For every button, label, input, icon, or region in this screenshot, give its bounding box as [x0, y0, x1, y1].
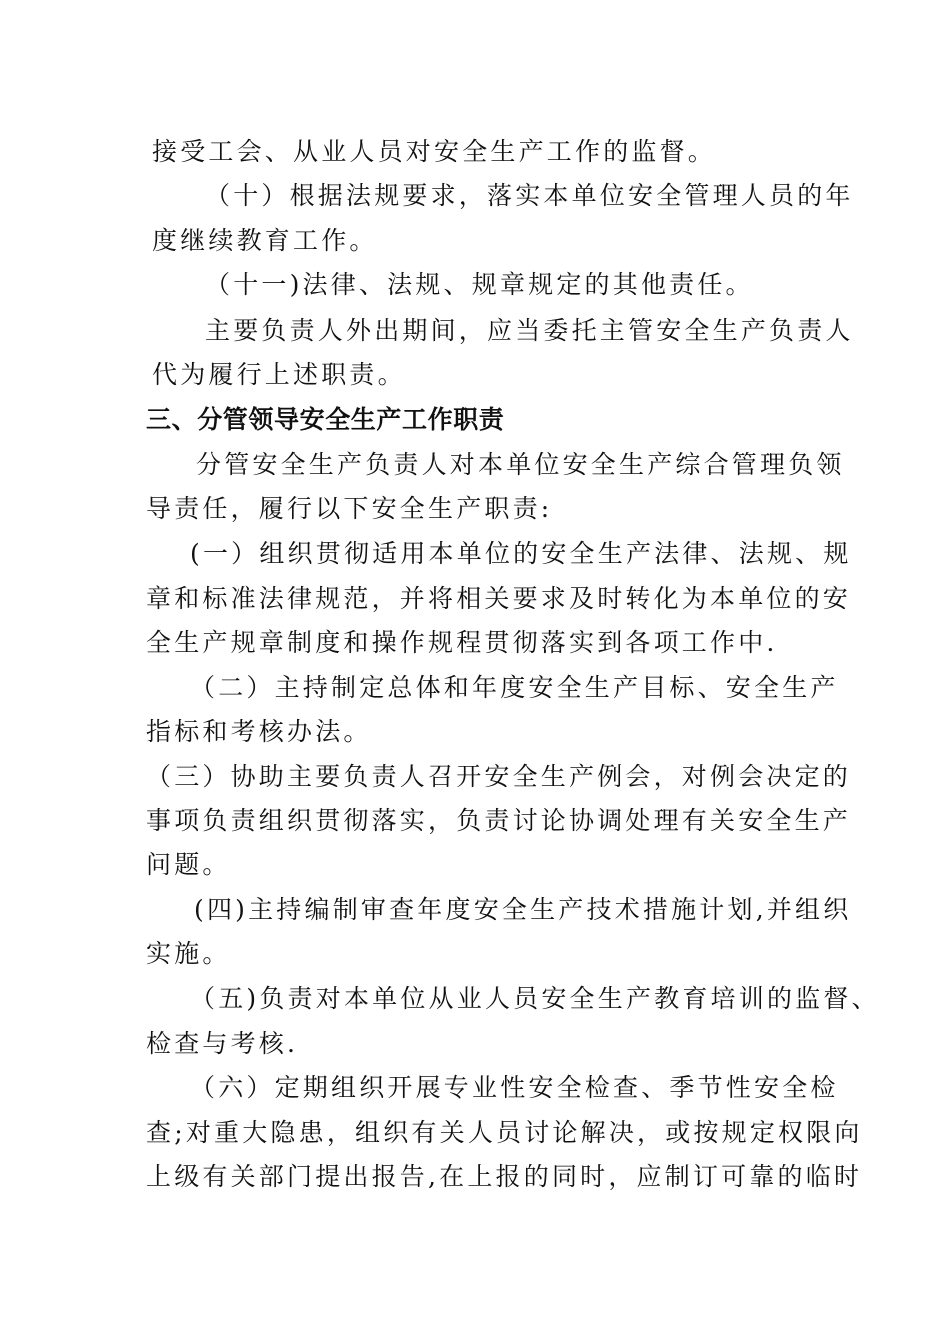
paragraph-line: 指标和考核办法。 [146, 717, 372, 746]
paragraph-line: 主要负责人外出期间，应当委托主管安全生产负责人 [205, 316, 854, 345]
paragraph-line: 全生产规章制度和操作规程贯彻落实到各项工作中. [146, 628, 778, 657]
paragraph-line: （三）协助主要负责人召开安全生产例会，对例会决定的 [146, 762, 852, 791]
paragraph-line: （六）定期组织开展专业性安全检查、季节性安全检 [190, 1073, 839, 1102]
paragraph-line: 代为履行上述职责。 [152, 360, 406, 389]
paragraph-line: 导责任，履行以下安全生产职责: [146, 494, 553, 523]
paragraph-line: （十一)法律、法规、规章规定的其他责任。 [205, 270, 754, 299]
paragraph-line: 分管安全生产负责人对本单位安全生产综合管理负领 [196, 450, 845, 479]
paragraph-line: （五)负责对本单位从业人员安全生产教育培训的监督、 [190, 984, 880, 1013]
section-heading: 三、分管领导安全生产工作职责 [146, 405, 505, 434]
paragraph-line: 度继续教育工作。 [152, 226, 378, 255]
paragraph-line: （二）主持制定总体和年度安全生产目标、安全生产 [190, 673, 839, 702]
paragraph-line: 事项负责组织贯彻落实，负责讨论协调处理有关安全生产 [146, 806, 852, 835]
paragraph-line: (四)主持编制审查年度安全生产技术措施计划,并组织 [194, 895, 852, 924]
paragraph-line: 章和标准法律规范，并将相关要求及时转化为本单位的安 [146, 584, 852, 613]
paragraph-line: 实施。 [146, 939, 231, 968]
paragraph-line: 问题。 [146, 850, 231, 879]
paragraph-line: (一）组织贯彻适用本单位的安全生产法律、法规、规 [190, 539, 852, 568]
paragraph-line: 检查与考核. [146, 1029, 299, 1058]
paragraph-line: 接受工会、从业人员对安全生产工作的监督。 [152, 137, 717, 166]
paragraph-line: 查;对重大隐患，组织有关人员讨论解决，或按规定权限向 [146, 1118, 863, 1147]
paragraph-line: （十）根据法规要求，落实本单位安全管理人员的年 [205, 181, 854, 210]
paragraph-line: 上级有关部门提出报告,在上报的同时，应制订可靠的临时 [146, 1162, 863, 1191]
